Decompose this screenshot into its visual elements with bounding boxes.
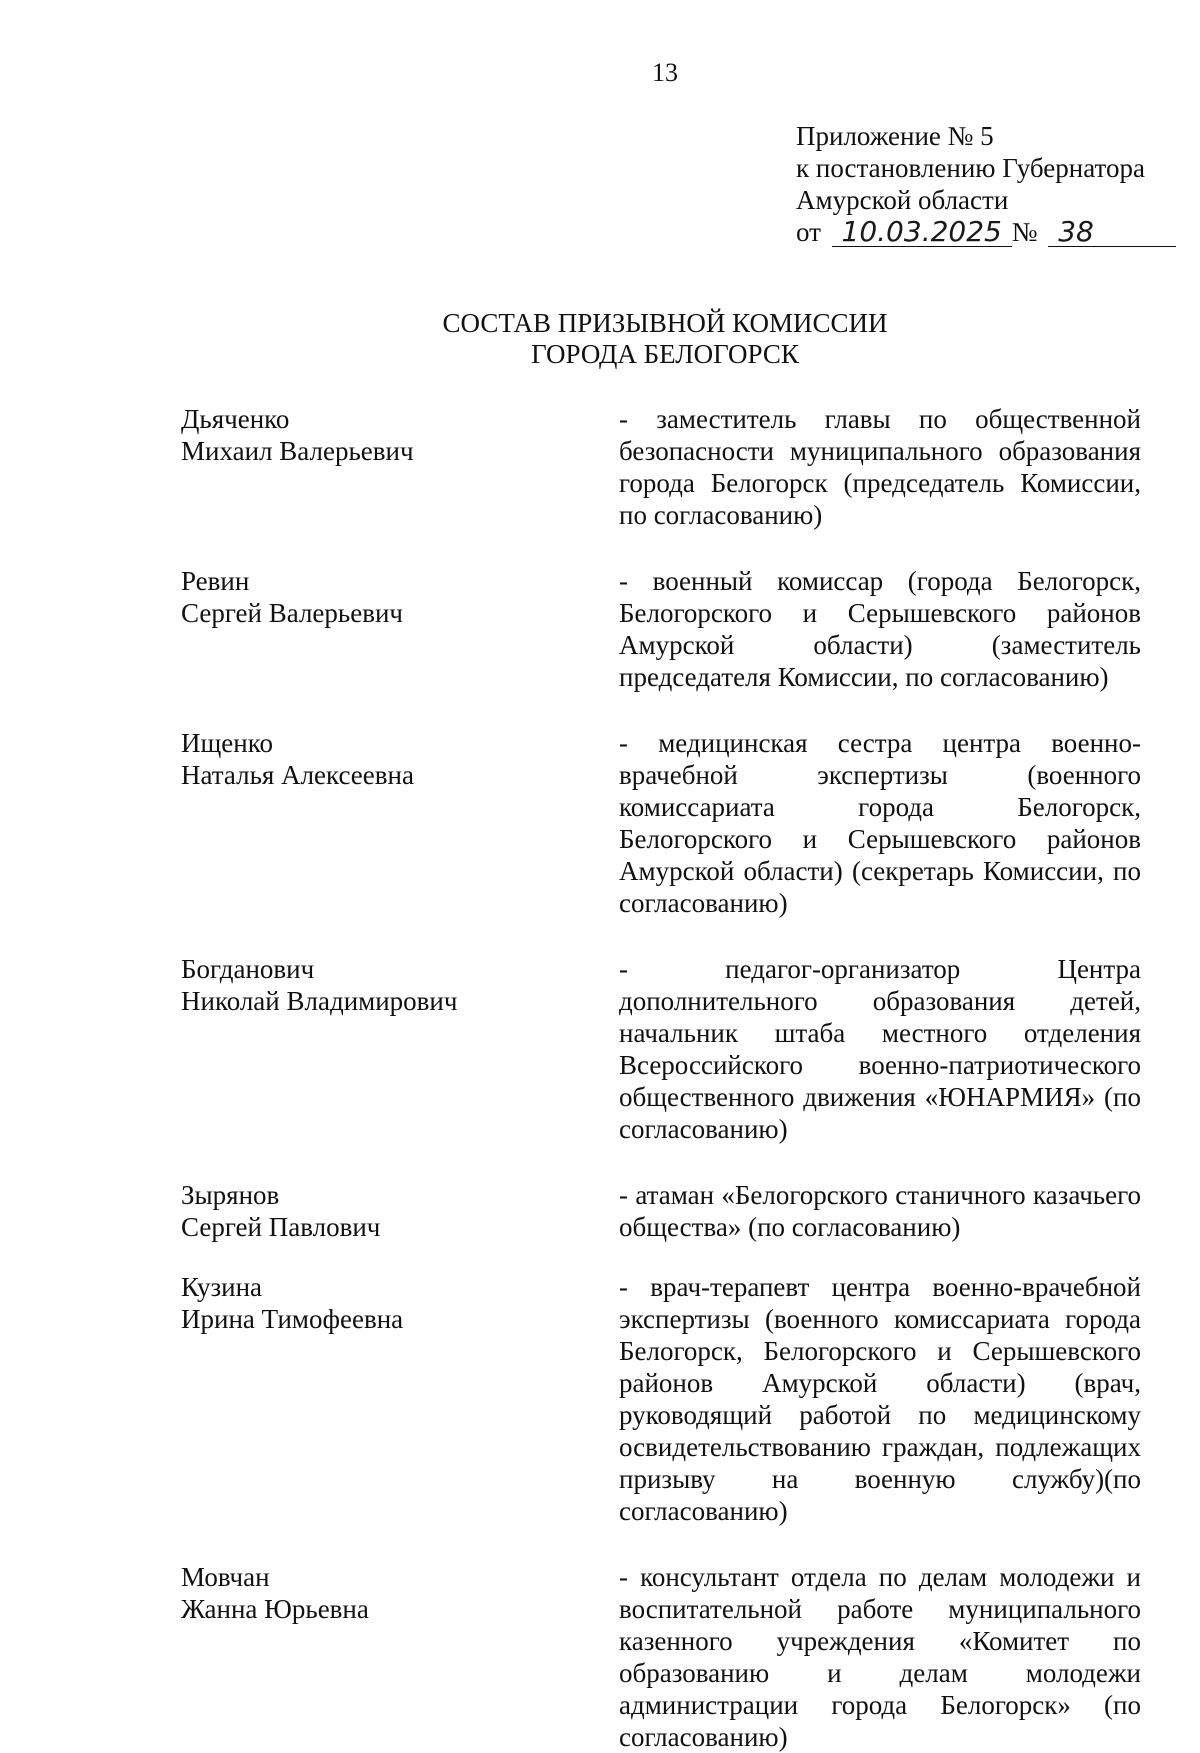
commission-members-list xyxy=(181,403,1141,1753)
date-prefix: от xyxy=(796,217,821,247)
member-entry xyxy=(181,727,1141,919)
member-surname: Зырянов xyxy=(181,1180,280,1210)
member-role: - медицинская сестра центра военно-врачебной экспертизы (военного комиссариата города Белогорск, Белогорского и Серышевского районов Амурской области) (секретарь Комиссии, по согласованию) xyxy=(619,728,1141,918)
member-role: - заместитель главы по общественной безопасности муниципального образования города Белогорск (председатель Комиссии, по согласованию) xyxy=(619,404,1141,530)
member-role: - атаман «Белогорского станичного казачьего общества» (по согласованию) xyxy=(619,1180,1141,1242)
member-surname: Кузина xyxy=(181,1272,263,1302)
member-given-names: Наталья Алексеевна xyxy=(181,760,414,790)
member-role: - военный комиссар (города Белогорск, Белогорского и Серышевского районов Амурской области) (заместитель председателя Комиссии, по согласованию) xyxy=(619,566,1141,692)
appendix-line-3: Амурской области xyxy=(796,185,1009,215)
member-surname: Ищенко xyxy=(181,728,273,758)
member-name xyxy=(181,403,619,467)
number-prefix: № xyxy=(1011,217,1038,247)
member-given-names: Николай Владимирович xyxy=(181,986,458,1016)
member-name xyxy=(181,1271,619,1335)
member-entry xyxy=(181,953,1141,1145)
appendix-header xyxy=(796,120,1176,248)
member-entry xyxy=(181,403,1141,531)
page-number: 13 xyxy=(652,58,678,87)
member-role: - врач-терапевт центра военно-врачебной экспертизы (военного комиссариата города Белогорск, Белогорского и Серышевского районов Амурской области) (врач, руководящий работой по медицинскому освидетельствованию граждан, подлежащих призыву на военную службу)(по согласованию) xyxy=(619,1272,1141,1526)
document-title xyxy=(0,308,1200,370)
member-name xyxy=(181,565,619,629)
member-given-names: Жанна Юрьевна xyxy=(181,1594,369,1624)
handwritten-date: 10.03.2025 xyxy=(832,218,1012,247)
member-surname: Дьяченко xyxy=(181,404,290,434)
member-surname: Мовчан xyxy=(181,1562,270,1592)
title-line-1: СОСТАВ ПРИЗЫВНОЙ КОМИССИИ xyxy=(442,308,888,338)
member-given-names: Сергей Павлович xyxy=(181,1212,381,1242)
member-name xyxy=(181,727,619,791)
member-role: - консультант отдела по делам молодежи и воспитательной работе муниципального казенного учреждения «Комитет по образованию и делам молодежи администрации города Белогорск» (по согласованию) xyxy=(619,1562,1141,1752)
member-given-names: Сергей Валерьевич xyxy=(181,598,403,628)
member-name xyxy=(181,1561,619,1625)
member-name xyxy=(181,1179,619,1243)
handwritten-number: 38 xyxy=(1048,218,1176,247)
member-entry xyxy=(181,565,1141,693)
member-surname: Богданович xyxy=(181,954,315,984)
member-entry xyxy=(181,1179,1141,1243)
appendix-date-line xyxy=(796,216,1176,248)
title-line-2: ГОРОДА БЕЛОГОРСК xyxy=(531,339,799,369)
member-role: - педагог-организатор Центра дополнительного образования детей, начальник штаба местного отделения Всероссийского военно-патриотического общественного движения «ЮНАРМИЯ» (по согласованию) xyxy=(619,954,1141,1144)
member-entry xyxy=(181,1271,1141,1527)
member-name xyxy=(181,953,619,1017)
member-given-names: Михаил Валерьевич xyxy=(181,436,414,466)
member-given-names: Ирина Тимофеевна xyxy=(181,1304,404,1334)
member-surname: Ревин xyxy=(181,566,250,596)
appendix-line-2: к постановлению Губернатора xyxy=(796,153,1145,183)
member-entry xyxy=(181,1561,1141,1753)
appendix-line-1: Приложение № 5 xyxy=(796,121,994,151)
